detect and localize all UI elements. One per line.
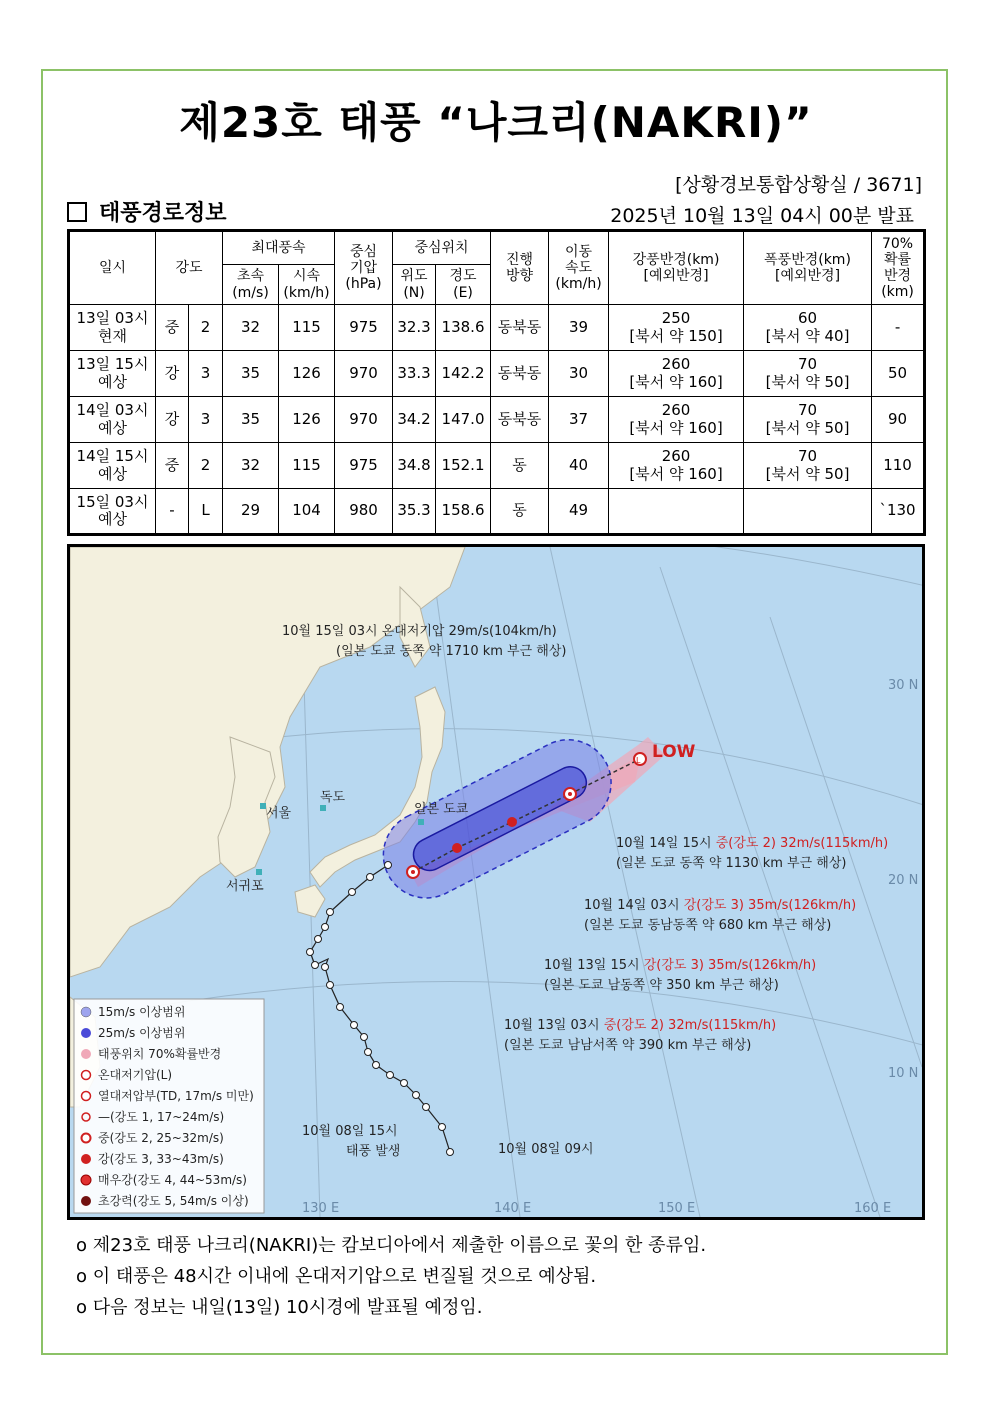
annotation-0815-line2: 태풍 발생 — [346, 1144, 401, 1159]
annotation-1415-line1: 10월 14일 15시 중(강도 2) 32m/s(115km/h) — [616, 836, 889, 851]
cell-level: 3 — [189, 351, 223, 397]
cell-lon: 152.1 — [436, 443, 491, 489]
typhoon-strong-icon — [507, 817, 517, 827]
cell-lat: 34.2 — [393, 397, 436, 443]
header-storm-radius: 폭풍반경(km) [예외반경] — [744, 231, 872, 305]
cell-prob: 110 — [872, 443, 925, 489]
cell-intensity: 중 — [156, 305, 189, 351]
annotation-1315-line1: 10월 13일 15시 강(강도 3) 35m/s(126km/h) — [544, 958, 817, 973]
cell-prob: `130 — [872, 489, 925, 535]
header-ms: 초속 (m/s) — [223, 265, 279, 305]
past-track-points — [307, 862, 454, 1156]
header-max-wind: 최대풍속 — [223, 231, 335, 265]
cell-direction: 동 — [491, 443, 549, 489]
annotation-1303-line2: (일본 도쿄 남남서쪽 약 390 km 부근 해상) — [504, 1038, 752, 1053]
table-row — [69, 489, 925, 535]
cell-speed: 37 — [549, 397, 609, 443]
annotation-1303-line1: 10월 13일 03시 중(강도 2) 32m/s(115km/h) — [504, 1018, 777, 1033]
cell-pressure: 970 — [335, 351, 393, 397]
cell-ms: 32 — [223, 443, 279, 489]
cell-storm: 70 [북서 약 50] — [744, 351, 872, 397]
cell-kmh: 115 — [279, 443, 335, 489]
cell-speed: 30 — [549, 351, 609, 397]
typhoon-track-map — [67, 544, 925, 1220]
office-label: [상황경보통합상황실 / 3671] — [675, 174, 922, 196]
cell-gale: 260 [북서 약 160] — [609, 443, 744, 489]
lon-label-140: 140 E — [494, 1201, 532, 1216]
annotation-1403-line2: (일본 도쿄 동남동쪽 약 680 km 부근 해상) — [584, 918, 832, 933]
table-row — [69, 397, 925, 443]
lat-label-30: 30 N — [888, 678, 919, 693]
legend-level3-icon — [81, 1154, 91, 1164]
gale-area — [369, 725, 626, 913]
cell-pressure: 975 — [335, 305, 393, 351]
legend-level4-icon — [81, 1175, 91, 1185]
cell-lon: 147.0 — [436, 397, 491, 443]
cell-kmh: 115 — [279, 305, 335, 351]
cell-storm: 70 [북서 약 50] — [744, 443, 872, 489]
cell-lon: 138.6 — [436, 305, 491, 351]
legend-gale-icon — [81, 1007, 91, 1017]
cell-gale: 260 [북서 약 160] — [609, 351, 744, 397]
place-dokdo: 독도 — [320, 790, 346, 805]
cell-lat: 34.8 — [393, 443, 436, 489]
notes — [76, 1230, 706, 1323]
cell-intensity: 강 — [156, 351, 189, 397]
cell-time: 14일 03시 예상 — [69, 397, 156, 443]
header-center: 중심위치 — [393, 231, 491, 265]
legend-item: 25m/s 이상범위 — [98, 1026, 186, 1040]
cell-speed: 40 — [549, 443, 609, 489]
cell-ms: 35 — [223, 397, 279, 443]
legend-item: —(강도 1, 17~24m/s) — [98, 1110, 225, 1124]
legend-low-icon — [82, 1071, 91, 1080]
table-row — [69, 305, 925, 351]
cell-level: 2 — [189, 305, 223, 351]
legend-level5-icon — [81, 1196, 91, 1206]
cell-kmh: 126 — [279, 397, 335, 443]
cell-direction: 동북동 — [491, 305, 549, 351]
seogwipo-marker — [256, 869, 262, 875]
issued-time: 2025년 10월 13일 04시 00분 발표 — [610, 205, 914, 227]
header-probability: 70% 확률 반경 (km) — [872, 231, 925, 305]
annotation-1315-line2: (일본 도쿄 남동쪽 약 350 km 부근 해상) — [544, 978, 779, 993]
svg-text:L: L — [636, 756, 641, 765]
typhoon-strong-icon — [452, 843, 462, 853]
table-row — [69, 443, 925, 489]
legend-item: 중(강도 2, 25~32m/s) — [98, 1131, 224, 1145]
legend-item: 열대저압부(TD, 17m/s 미만) — [98, 1089, 254, 1103]
place-seoul: 서울 — [266, 806, 292, 821]
cell-intensity: 중 — [156, 443, 189, 489]
page-title: 제23호 태풍 “나크리(NAKRI)” — [179, 98, 813, 147]
annotation-15-line2: (일본 도쿄 동쪽 약 1710 km 부근 해상) — [336, 644, 567, 659]
cell-ms: 32 — [223, 305, 279, 351]
section-heading — [67, 196, 227, 227]
annotation-0815-line1: 10월 08일 15시 — [302, 1124, 398, 1139]
cell-storm: 60 [북서 약 40] — [744, 305, 872, 351]
lon-label-160: 160 E — [854, 1201, 892, 1216]
legend-level2-icon — [82, 1134, 91, 1143]
cell-lon: 142.2 — [436, 351, 491, 397]
cell-storm: 70 [북서 약 50] — [744, 397, 872, 443]
note-item: o 제23호 태풍 나크리(NAKRI)는 캄보디아에서 제출한 이름으로 꽃의 한 종류임. — [76, 1235, 707, 1256]
cell-lat: 33.3 — [393, 351, 436, 397]
annotation-1415-line2: (일본 도쿄 동쪽 약 1130 km 부근 해상) — [616, 856, 847, 871]
header-lon: 경도 (E) — [436, 265, 491, 305]
cell-gale — [609, 489, 744, 535]
header-pressure: 중심 기압 (hPa) — [335, 231, 393, 305]
cell-kmh: 126 — [279, 351, 335, 397]
cell-lat: 35.3 — [393, 489, 436, 535]
section-title: 태풍경로정보 — [99, 201, 227, 226]
cell-direction: 동 — [491, 489, 549, 535]
tokyo-marker — [418, 819, 424, 825]
header-time: 일시 — [69, 231, 156, 305]
note-item: o 다음 정보는 내일(13일) 10시경에 발표될 예정임. — [76, 1297, 483, 1318]
cell-direction: 동북동 — [491, 397, 549, 443]
header-kmh: 시속 (km/h) — [279, 265, 335, 305]
legend-item: 태풍위치 70%확률반경 — [98, 1047, 222, 1061]
table-row — [69, 351, 925, 397]
lon-label-130: 130 E — [302, 1201, 340, 1216]
cell-level: 3 — [189, 397, 223, 443]
place-tokyo: 일본 도쿄 — [414, 802, 469, 817]
cell-time: 13일 15시 예상 — [69, 351, 156, 397]
place-seogwipo: 서귀포 — [226, 879, 264, 894]
cell-time: 15일 03시 예상 — [69, 489, 156, 535]
map-legend — [74, 999, 264, 1213]
lat-label-20: 20 N — [888, 873, 919, 888]
header-speed: 이동 속도 (km/h) — [549, 231, 609, 305]
legend-item: 15m/s 이상범위 — [98, 1005, 186, 1019]
cell-pressure: 975 — [335, 443, 393, 489]
cell-intensity: - — [156, 489, 189, 535]
cell-lon: 158.6 — [436, 489, 491, 535]
legend-td-icon — [82, 1092, 91, 1101]
legend-probability-icon — [81, 1049, 91, 1059]
legend-item: 초강력(강도 5, 54m/s 이상) — [98, 1194, 249, 1208]
typhoon-track-table — [67, 229, 926, 536]
cell-ms: 29 — [223, 489, 279, 535]
legend-item: 매우강(강도 4, 44~53m/s) — [98, 1173, 247, 1187]
cell-pressure: 970 — [335, 397, 393, 443]
cell-time: 14일 15시 예상 — [69, 443, 156, 489]
cell-kmh: 104 — [279, 489, 335, 535]
cell-prob: - — [872, 305, 925, 351]
dokdo-marker — [320, 805, 326, 811]
cell-prob: 50 — [872, 351, 925, 397]
legend-item: 강(강도 3, 33~43m/s) — [98, 1152, 224, 1166]
legend-item: 온대저기압(L) — [98, 1068, 173, 1082]
cell-speed: 39 — [549, 305, 609, 351]
cell-intensity: 강 — [156, 397, 189, 443]
cell-gale: 260 [북서 약 160] — [609, 397, 744, 443]
cell-direction: 동북동 — [491, 351, 549, 397]
checkbox-icon — [67, 202, 87, 222]
header-lat: 위도 (N) — [393, 265, 436, 305]
legend-storm-icon — [81, 1028, 91, 1038]
header-gale-radius: 강풍반경(km) [예외반경] — [609, 231, 744, 305]
cell-lat: 32.3 — [393, 305, 436, 351]
annotation-15-line1: 10월 15일 03시 온대저기압 29m/s(104km/h) — [282, 624, 557, 639]
lon-label-150: 150 E — [658, 1201, 696, 1216]
lat-label-10: 10 N — [888, 1066, 919, 1081]
note-item: o 이 태풍은 48시간 이내에 온대저기압으로 변질될 것으로 예상됨. — [76, 1266, 597, 1287]
cell-level: L — [189, 489, 223, 535]
low-label: LOW — [652, 742, 696, 762]
cell-storm — [744, 489, 872, 535]
cell-level: 2 — [189, 443, 223, 489]
cell-ms: 35 — [223, 351, 279, 397]
annotation-1403-line1: 10월 14일 03시 강(강도 3) 35m/s(126km/h) — [584, 898, 857, 913]
header-intensity: 강도 — [156, 231, 223, 305]
cell-gale: 250 [북서 약 150] — [609, 305, 744, 351]
cell-prob: 90 — [872, 397, 925, 443]
annotation-0809: 10월 08일 09시 — [498, 1142, 594, 1157]
header-direction: 진행 방향 — [491, 231, 549, 305]
cell-time: 13일 03시 현재 — [69, 305, 156, 351]
cell-speed: 49 — [549, 489, 609, 535]
cell-pressure: 980 — [335, 489, 393, 535]
